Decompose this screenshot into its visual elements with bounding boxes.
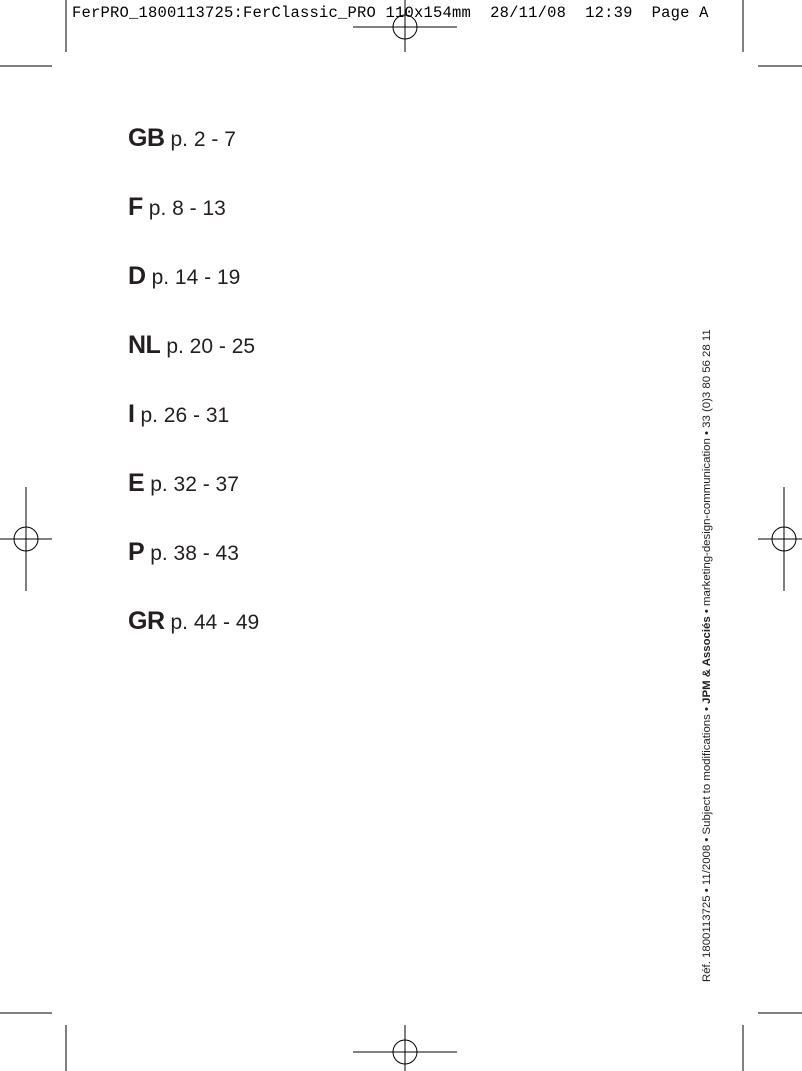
language-code: I xyxy=(128,400,135,428)
agency-name: JPM & Associés xyxy=(701,616,713,704)
toc-entry-gb xyxy=(128,120,259,189)
toc-entry-p xyxy=(128,534,259,603)
page-range: p. 20 - 25 xyxy=(166,335,256,358)
language-code: GB xyxy=(128,124,165,152)
page-range: p. 44 - 49 xyxy=(170,611,260,634)
language-code: E xyxy=(128,469,145,497)
registration-mark-bottom xyxy=(353,1025,457,1071)
toc-entry-gr xyxy=(128,603,259,672)
registration-mark-top xyxy=(353,0,457,52)
registration-mark-right xyxy=(758,487,802,591)
vertical-reference-text xyxy=(698,202,716,982)
reference-text-start: Réf. 1800113725 • 11/2008 • Subject to modifications • xyxy=(701,703,713,982)
language-code: GR xyxy=(128,607,165,635)
page-range: p. 2 - 7 xyxy=(170,128,236,151)
language-code: NL xyxy=(128,331,161,359)
toc-entry-d xyxy=(128,258,259,327)
printer-slug-line: FerPRO_1800113725:FerClassic_PRO 110x154mm 28/11/08 12:39 Page A xyxy=(72,4,709,22)
registration-mark-left xyxy=(0,487,52,591)
toc-entry-nl xyxy=(128,327,259,396)
language-code: P xyxy=(128,538,145,566)
page-range: p. 38 - 43 xyxy=(150,542,239,565)
page-range: p. 8 - 13 xyxy=(148,197,226,220)
page-range: p. 14 - 19 xyxy=(151,266,241,289)
language-code: D xyxy=(128,262,146,290)
language-page-index xyxy=(128,120,259,672)
reference-text-end: • marketing-design-communication • 33 (0)3 80 56 28 11 xyxy=(701,329,713,617)
toc-entry-i xyxy=(128,396,259,465)
language-code: F xyxy=(128,193,143,221)
toc-entry-e xyxy=(128,465,259,534)
page-range: p. 26 - 31 xyxy=(140,404,230,427)
toc-entry-f xyxy=(128,189,259,258)
page-range: p. 32 - 37 xyxy=(150,473,239,496)
